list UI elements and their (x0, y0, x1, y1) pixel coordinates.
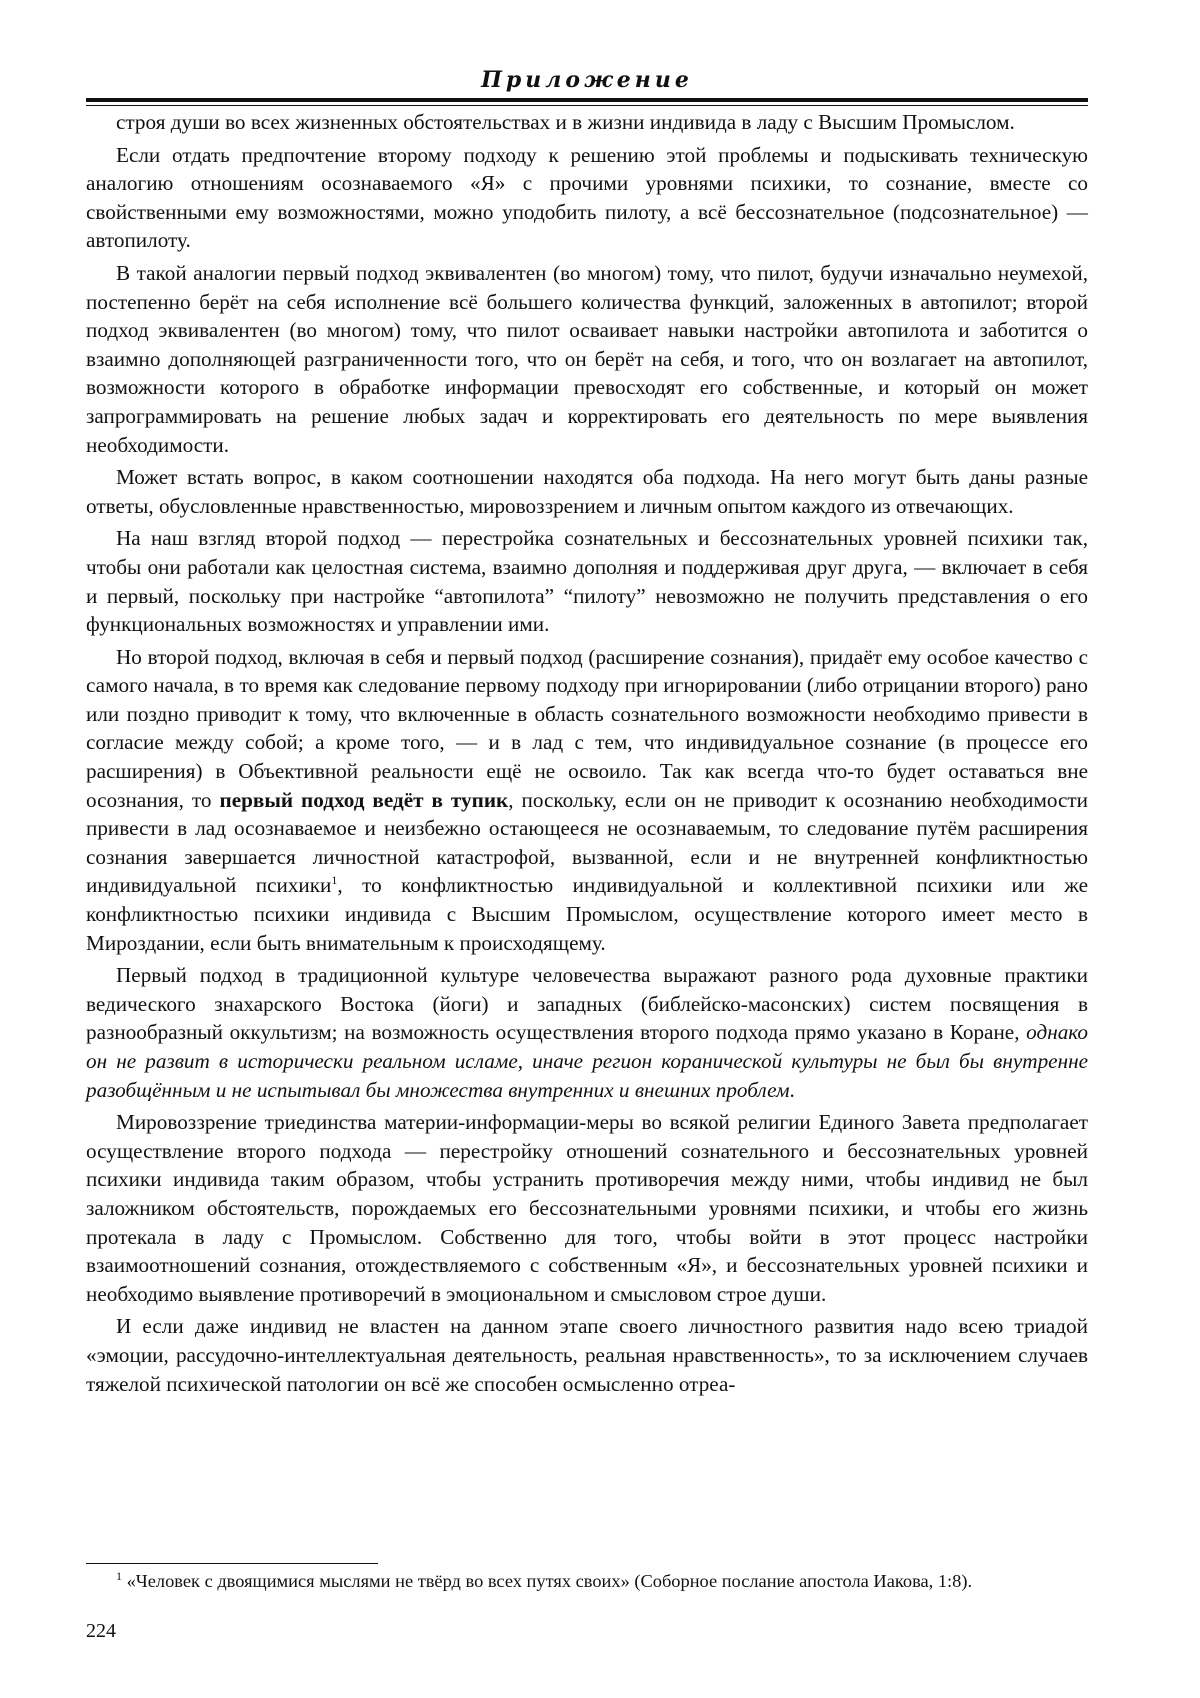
footnote-number: 1 (116, 1568, 122, 1583)
paragraph (86, 961, 1088, 1104)
header-rule-thin (86, 105, 1088, 106)
paragraph: В такой аналогии первый подход эквивалентен (во многом) тому, что пилот, будучи изначально неумехой, постепенно берёт на себя исполнение всё большего количества функций, заложенных в автопилот; второй подход эквивалентен (во многом) тому, что пилот осваивает навыки настройки автопилота и заботится о взаимно дополняющей разграниченности того, что он берёт на себя, и того, что он возлагает на автопилот, возможности которого в обработке информации превосходят его собственные, и который он может запрограммировать на решение любых задач и корректировать его деятельность по мере выявления необходимости. (86, 260, 1088, 457)
paragraph: И если даже индивид не властен на данном этапе своего личностного развития надо всею триадой «эмоции, рассудочно-интеллектуальная деятельность, реальная нравственность», то за исключением случаев тяжелой психической патологии он всё же способен осмысленно отреа- (86, 1314, 1088, 1396)
text-run: Первый подход в традиционной культуре человечества выражают разного рода духовные практики ведического знахарского Востока (йоги) и западных (библейско-масонских) систем посвящения в разнообразный оккультизм; на возможность осуществления второго подхода прямо указано в Коране, (86, 963, 1088, 1045)
paragraph: Может встать вопрос, в каком соотношении находятся оба подхода. На него могут быть даны разные ответы, обусловленные нравственностью, мировоззрением и личным опытом каждого из отвечающих. (86, 465, 1088, 518)
bold-phrase: первый подход ведёт в тупик (219, 787, 509, 812)
paragraph (86, 643, 1088, 958)
paragraph: На наш взгляд второй подход — перестройка сознательных и бессознательных уровней психики так, чтобы они работали как целостная система, взаимно дополняя и поддерживая друг друга, — включает в себя и первый, поскольку при настройке “автопилота” “пилоту” невозможно не получить представления о его функциональных возможностях и управлении ими. (86, 526, 1088, 637)
paragraph: Мировоззрение триединства материи-информации-меры во всякой религии Единого Завета предполагает осуществление второго подхода — перестройку отношений сознательного и бессознательных уровней психики индивида таким образом, чтобы устранить противоречия между ними, чтобы индивид не был заложником обстоятельств, порождаемых его бессознательными уровнями психики, и чтобы его жизнь протекала в ладу с Промыслом. Собственно для того, чтобы войти в этот процесс настройки взаимоотношений сознания, отождествляемого с собственным «Я», и бессознательных уровней психики и необходимо выявление противоречий в эмоциональном и смысловом строе души. (86, 1110, 1088, 1306)
footnote-text: «Человек с двоящимися мыслями не твёрд во всех путях своих» (Соборное послание апостола Иакова, 1:8). (126, 1571, 973, 1591)
running-header: Приложение (481, 67, 693, 93)
page-number: 224 (86, 1620, 116, 1642)
footnote-ref[interactable]: 1 (331, 873, 338, 888)
footnote-separator (86, 1563, 378, 1564)
paragraph: Если отдать предпочтение второму подходу к решению этой проблемы и подыскивать техническую аналогию отношениям осознаваемого «Я» с прочими уровнями психики, то сознание, вместе со свойственными ему возможностями, можно уподобить пилоту, а всё бессознательное (подсознательное) — автопилоту. (86, 142, 1088, 253)
text-run: , поскольку, если он не приводит к осознанию необходимости привести в лад осознаваемое и неизбежно остающееся не осознаваемым, то следование путём расширения сознания завершается личностной катастрофой, вызванной, если и не внутренней конфликтностью индивидуальной психики (86, 787, 1088, 898)
footnote (86, 1569, 1088, 1594)
italic-phrase: однако он не развит в исторически реальном исламе, иначе регион коранической культуры не был бы внутренне разобщённым и не испытывал бы множества внутренних и внешних проблем (86, 1020, 1088, 1102)
paragraph: строя души во всех жизненных обстоятельствах и в жизни индивида в ладу с Высшим Промыслом. (116, 110, 1015, 134)
header-rule-thick (86, 98, 1088, 102)
text-run: , то конфликтностью индивидуальной и коллективной психики или же конфликтностью психики индивида с Высшим Промыслом, осуществление которого имеет место в Мироздании, если быть внимательным к происходящему. (86, 873, 1088, 955)
main-text (86, 108, 1088, 1402)
text-run: . (789, 1077, 795, 1102)
text-run: Но второй подход, включая в себя и первый подход (расширение сознания), придаёт ему особое качество с самого начала, в то время как следование первому подходу при игнорировании (либо отрицании второго) рано или поздно приводит к тому, что включенные в область сознательного возможности необходимо привести в согласие между собой; а кроме того, — и в лад с тем, что индивидуальное сознание (в процессе его расширения) в Объективной реальности ещё не освоило. Так как всегда что-то будет оставаться вне осознания, то (86, 644, 1088, 812)
